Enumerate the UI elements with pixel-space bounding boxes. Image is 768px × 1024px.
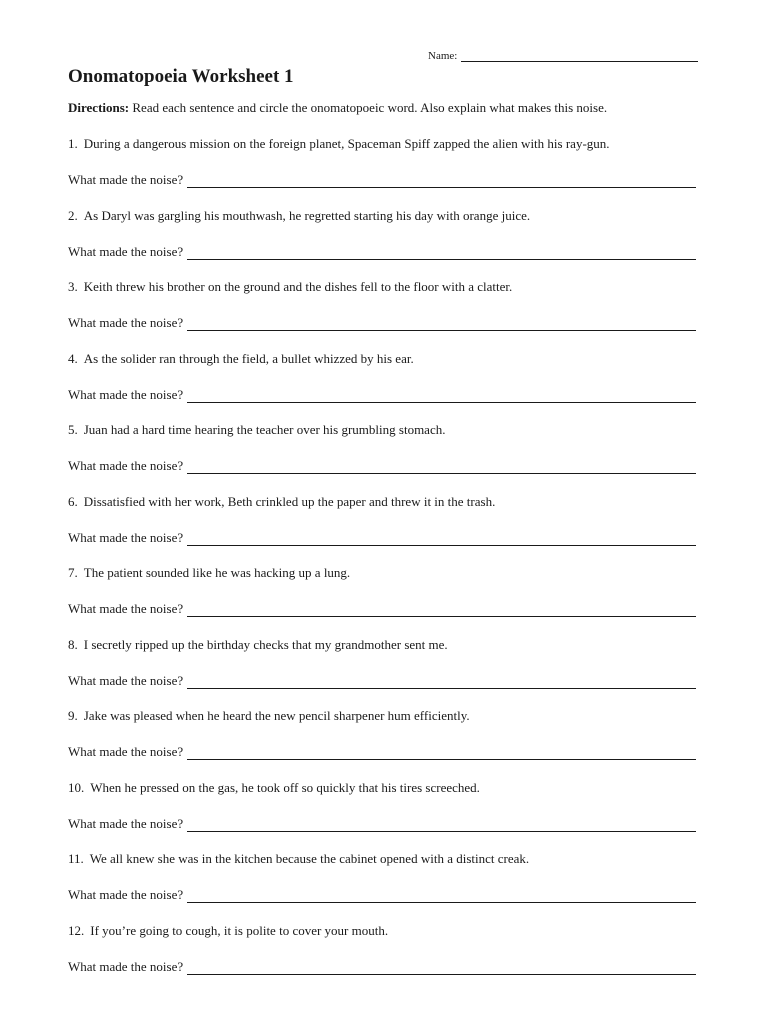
answer-row [68, 816, 696, 832]
answer-blank-line[interactable] [187, 745, 696, 760]
question-item [68, 565, 696, 637]
name-label: Name: [428, 50, 458, 62]
question-item [68, 422, 696, 494]
question-number: 2. [68, 207, 78, 223]
answer-label: What made the noise? [68, 601, 184, 616]
answer-row [68, 315, 696, 331]
question-text: During a dangerous mission on the foreign planet, Spaceman Spiff zapped the alien with his ray-gun. [83, 136, 610, 151]
answer-row [68, 244, 696, 260]
question-item [68, 279, 696, 351]
question-sentence [68, 565, 696, 601]
answer-blank-line[interactable] [187, 817, 696, 832]
question-number: 7. [68, 565, 78, 580]
directions [68, 100, 607, 116]
question-item [68, 494, 696, 566]
answer-label: What made the noise? [68, 815, 184, 831]
question-text: As the solider ran through the field, a bullet whizzed by his ear. [83, 350, 414, 366]
question-text: When he pressed on the gas, he took off so quickly that his tires screeched. [90, 779, 480, 795]
name-blank-line[interactable] [461, 49, 698, 62]
question-sentence [68, 136, 696, 172]
question-number: 6. [68, 493, 78, 509]
question-text: As Daryl was gargling his mouthwash, he regretted starting his day with orange juice. [83, 207, 531, 223]
question-text: The patient sounded like he was hacking up a lung. [83, 565, 351, 580]
question-number: 8. [68, 636, 78, 652]
answer-label: What made the noise? [68, 672, 184, 688]
question-sentence [68, 208, 696, 244]
answer-label: What made the noise? [68, 458, 184, 473]
question-number: 1. [68, 136, 78, 151]
question-sentence [68, 351, 696, 387]
answer-blank-line[interactable] [187, 173, 696, 188]
question-sentence [68, 279, 696, 315]
question-item [68, 923, 696, 995]
directions-label: Directions: [68, 100, 130, 115]
question-item [68, 708, 696, 780]
question-sentence [68, 708, 696, 744]
question-sentence [68, 637, 696, 673]
question-sentence [68, 780, 696, 816]
question-sentence [68, 494, 696, 530]
question-number: 4. [68, 350, 78, 366]
answer-row [68, 744, 696, 760]
worksheet-title: Onomatopoeia Worksheet 1 [68, 66, 294, 87]
answer-label: What made the noise? [68, 243, 184, 259]
answer-row [68, 530, 696, 546]
question-text: We all knew she was in the kitchen because the cabinet opened with a distinct creak. [89, 851, 530, 866]
question-item [68, 136, 696, 208]
answer-blank-line[interactable] [187, 459, 696, 474]
answer-blank-line[interactable] [187, 316, 696, 331]
question-sentence [68, 422, 696, 458]
answer-blank-line[interactable] [187, 245, 696, 260]
question-item [68, 780, 696, 852]
question-text: I secretly ripped up the birthday checks that my grandmother sent me. [83, 636, 448, 652]
answer-label: What made the noise? [68, 887, 184, 902]
answer-blank-line[interactable] [187, 888, 696, 903]
answer-label: What made the noise? [68, 315, 184, 330]
question-item [68, 351, 696, 423]
answer-blank-line[interactable] [187, 674, 696, 689]
answer-row [68, 172, 696, 188]
answer-label: What made the noise? [68, 386, 184, 402]
answer-label: What made the noise? [68, 172, 184, 187]
answer-label: What made the noise? [68, 958, 184, 974]
question-sentence [68, 851, 696, 887]
question-text: Juan had a hard time hearing the teacher over his grumbling stomach. [83, 422, 446, 437]
question-text: Dissatisfied with her work, Beth crinkled up the paper and threw it in the trash. [83, 493, 496, 509]
question-item [68, 637, 696, 709]
answer-blank-line[interactable] [187, 388, 696, 403]
question-text: Jake was pleased when he heard the new pencil sharpener hum efficiently. [83, 708, 470, 723]
question-number: 3. [68, 279, 78, 294]
question-item [68, 851, 696, 923]
question-number: 11. [68, 851, 84, 866]
answer-row [68, 673, 696, 689]
answer-row [68, 458, 696, 474]
question-number: 9. [68, 708, 78, 723]
question-number: 10. [68, 779, 85, 795]
answer-row [68, 959, 696, 975]
question-number: 5. [68, 422, 78, 437]
directions-text: Read each sentence and circle the onomatopoeic word. Also explain what makes this noise. [132, 100, 608, 115]
answer-label: What made the noise? [68, 744, 184, 759]
question-text: If you’re going to cough, it is polite to cover your mouth. [90, 922, 389, 938]
question-sentence [68, 923, 696, 959]
answer-row [68, 601, 696, 617]
answer-blank-line[interactable] [187, 602, 696, 617]
answer-label: What made the noise? [68, 529, 184, 545]
question-text: Keith threw his brother on the ground and the dishes fell to the floor with a clatter. [83, 279, 513, 294]
question-number: 12. [68, 922, 85, 938]
answer-row [68, 387, 696, 403]
answer-row [68, 887, 696, 903]
answer-blank-line[interactable] [187, 960, 696, 975]
question-list [68, 136, 696, 994]
answer-blank-line[interactable] [187, 531, 696, 546]
name-field[interactable] [428, 49, 698, 62]
question-item [68, 208, 696, 280]
